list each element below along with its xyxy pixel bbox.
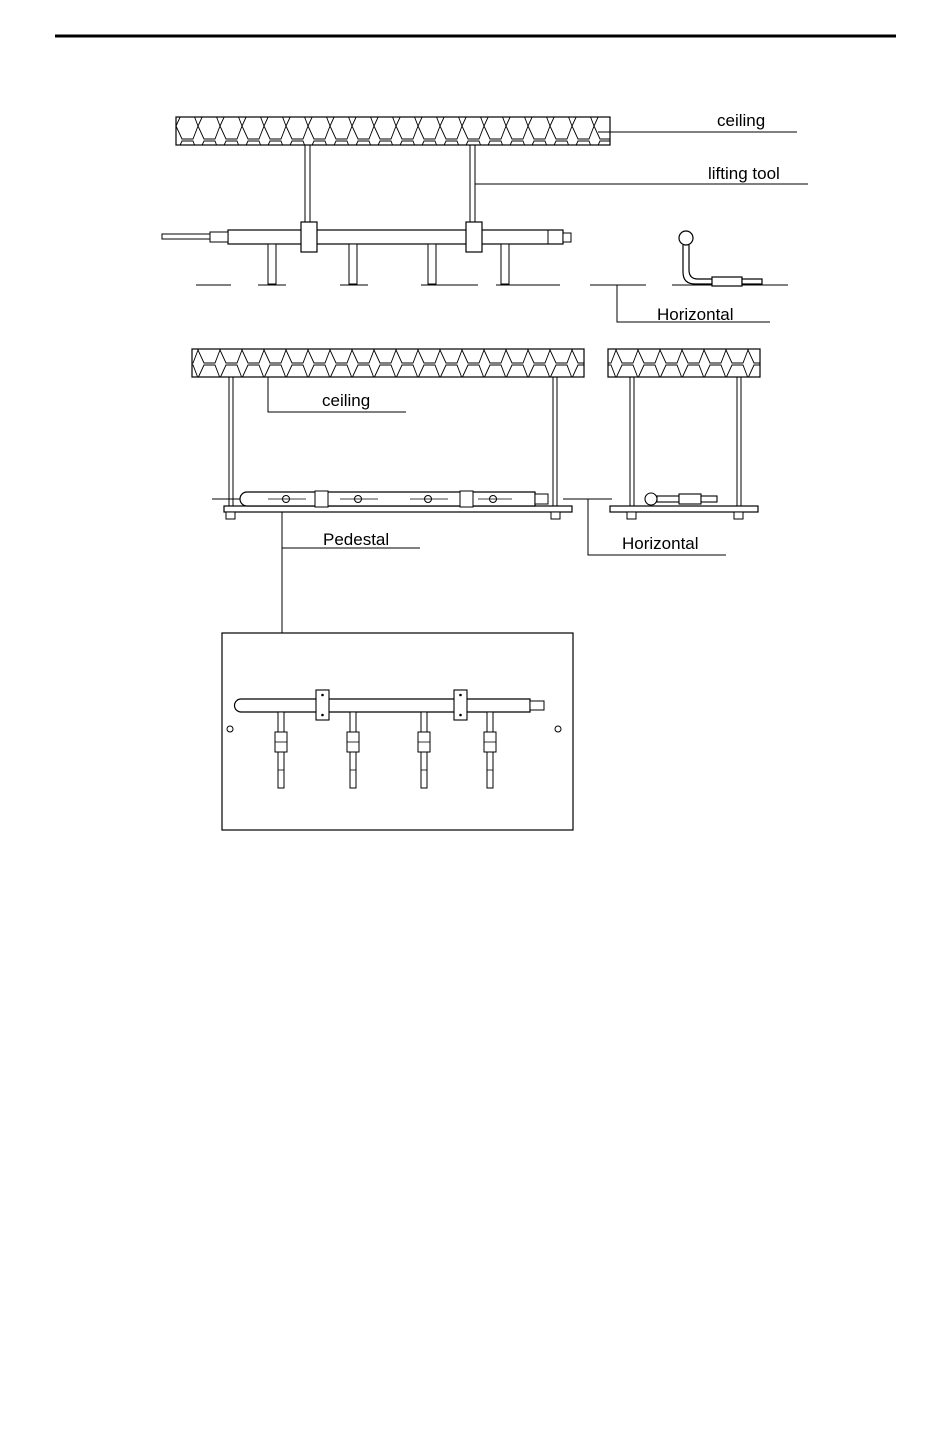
side-view-elbow (679, 231, 762, 286)
header-pipe-top (228, 230, 563, 244)
pedestal-plate-side (610, 506, 758, 512)
ceiling-slab-mid (192, 349, 584, 377)
pedestal-detail-view (222, 633, 573, 830)
ceiling-slab-side (608, 349, 760, 377)
clamp-right (466, 222, 482, 252)
header-pipe-detail (235, 699, 531, 712)
label-pedestal: Pedestal (323, 530, 390, 549)
pedestal-plate-front (224, 506, 572, 512)
label-lifting-tool: lifting tool (708, 164, 780, 183)
middle-view-pedestal (192, 349, 760, 633)
label-ceiling-mid: ceiling (322, 391, 371, 410)
label-horizontal-top: Horizontal (657, 305, 734, 324)
label-horizontal-mid: Horizontal (622, 534, 699, 553)
top-view-hanging (162, 117, 808, 322)
clamp-left (301, 222, 317, 252)
label-ceiling-top: ceiling (717, 111, 766, 130)
ceiling-slab-top (176, 117, 610, 145)
side-pipe-mid (645, 493, 717, 505)
